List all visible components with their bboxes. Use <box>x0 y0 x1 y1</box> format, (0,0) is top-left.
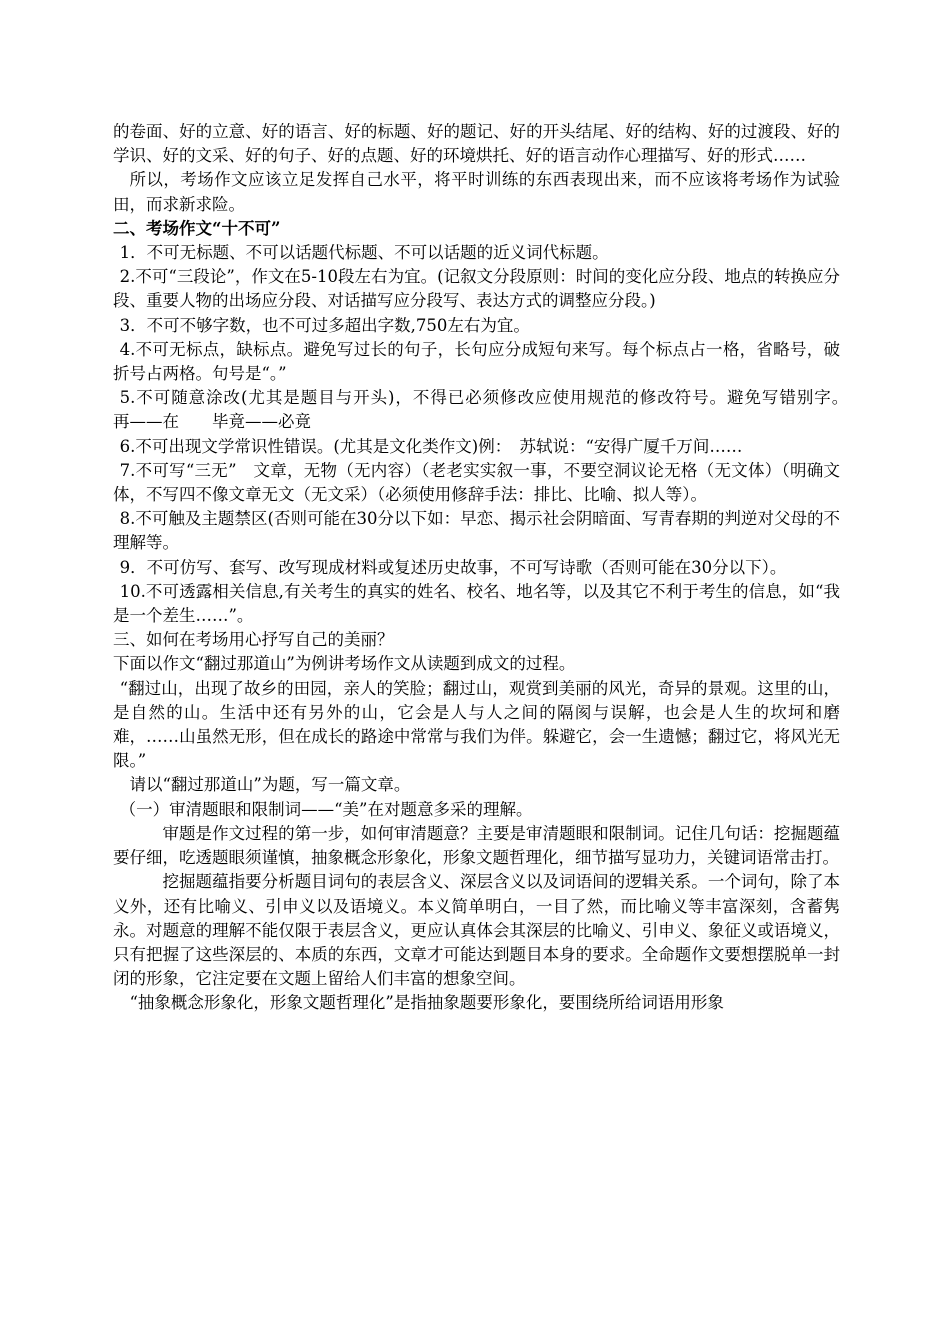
rule-item-5: 5.不可随意涂改(尤其是题目与开头)，不得已必须修改应使用规范的修改符号。避免写错别字。 再——在 毕竟——必竟 <box>113 388 873 432</box>
paragraph-conclusion: 所以，考场作文应该立足发挥自己水平，将平时训练的东西表现出来，而不应该将考场作为试验田，而求新求险。 <box>113 170 840 214</box>
section-heading-2: 二、考场作文“十不可” <box>113 218 281 238</box>
rule-item-4: 4.不可无标点，缺标点。避免写过长的句子，长句应分成短句来写。每个标点占一格，省略号，破折号占两格。句号是“。” <box>113 339 840 384</box>
paragraph-analysis-3: “抽象概念形象化，形象文题哲理化”是指抽象题要形象化，要围绕所给词语用形象 <box>129 993 724 1013</box>
paragraph-example-intro: 下面以作文“翻过那道山”为例讲考场作文从读题到成文的过程。 <box>113 654 576 674</box>
paragraph-analysis-1: 审题是作文过程的第一步，如何审清题意？主要是审清题眼和限制词。记住几句话：挖掘题蕴要仔细，吃透题眼须谨慎，抽象概念形象化，形象文题哲理化，细节描写显功力，关键词语常击打。 <box>113 823 840 868</box>
rule-item-10: 10.不可透露相关信息,有关考生的真实的姓名、校名、地名等，以及其它不利于考生的信息，如“我是一个差生……”。 <box>113 581 840 626</box>
rule-item-9: 9．不可仿写、套写、改写现成材料或复述历史故事，不可写诗歌（否则可能在30分以下）。 <box>119 557 787 577</box>
rule-item-1: 1．不可无标题、不可以话题代标题、不可以话题的近义词代标题。 <box>119 243 609 263</box>
rule-item-3: 3．不可不够字数，也不可过多超出字数,750左右为宜。 <box>119 315 530 335</box>
rule-item-2: 2.不可“三段论”，作文在5-10段左右为宜。(记叙文分段原则：时间的变化应分段、地点的转换应分段、重要人物的出场应分段、对话描写应分段写、表达方式的调整应分段。) <box>113 267 840 311</box>
rule-item-7: 7.不可写“三无” 文章，无物（无内容）（老老实实叙一事，不要空洞议论无格（无文体）（明确文体，不写四不像文章无文（无文采）（必须使用修辞手法：排比、比喻、拟人等）。 <box>113 460 840 505</box>
paragraph-prompt-instruction: 请以“翻过那道山”为题，写一篇文章。 <box>129 775 411 795</box>
paragraph-intro-continued: 的卷面、好的立意、好的语言、好的标题、好的题记、好的开头结尾、好的结构、好的过渡段、好的学识、好的文采、好的句子、好的点题、好的环境烘托、好的语言动作心理描写、好的形式…… <box>113 122 840 166</box>
rule-item-6: 6.不可出现文学常识性错误。(尤其是文化类作文)例： 苏轼说：“安得广厦千万间…… <box>119 436 743 456</box>
paragraph-analysis-2: 挖掘题蕴指要分析题目词句的表层含义、深层含义以及词语间的逻辑关系。一个词句，除了本义外，还有比喻义、引申义以及语境义。本义简单明白，一目了然，而比喻义等丰富深刻，含蓄隽永。对题意的理解不能仅限于表层含义，更应认真体会其深层的比喻义、引申义、象征义或语境义，只有把握了这些深层的、本质的东西，文章才可能达到题目本身的要求。全命题作文要想摆脱单一封闭的形象，它注定要在文题上留给人们丰富的想象空间。 <box>113 872 840 989</box>
section-heading-3: 三、如何在考场用心抒写自己的美丽？ <box>113 630 394 650</box>
subsection-heading-1: （一）审清题眼和限制词——“美”在对题意多采的理解。 <box>119 799 533 819</box>
rule-item-8: 8.不可触及主题禁区(否则可能在30分以下如：早恋、揭示社会阴暗面、写青春期的判逆对父母的不理解等。 <box>113 509 840 553</box>
paragraph-prompt-quote: “翻过山，出现了故乡的田园，亲人的笑脸；翻过山，观赏到美丽的风光，奇异的景观。这里的山，是自然的山。生活中还有另外的山，它会是人与人之间的隔阂与误解，也会是人生的坎坷和磨难，……山虽然无形，但在成长的路途中常常与我们为伴。躲避它，会一生遗憾；翻过它，将风光无限。” <box>113 678 840 771</box>
